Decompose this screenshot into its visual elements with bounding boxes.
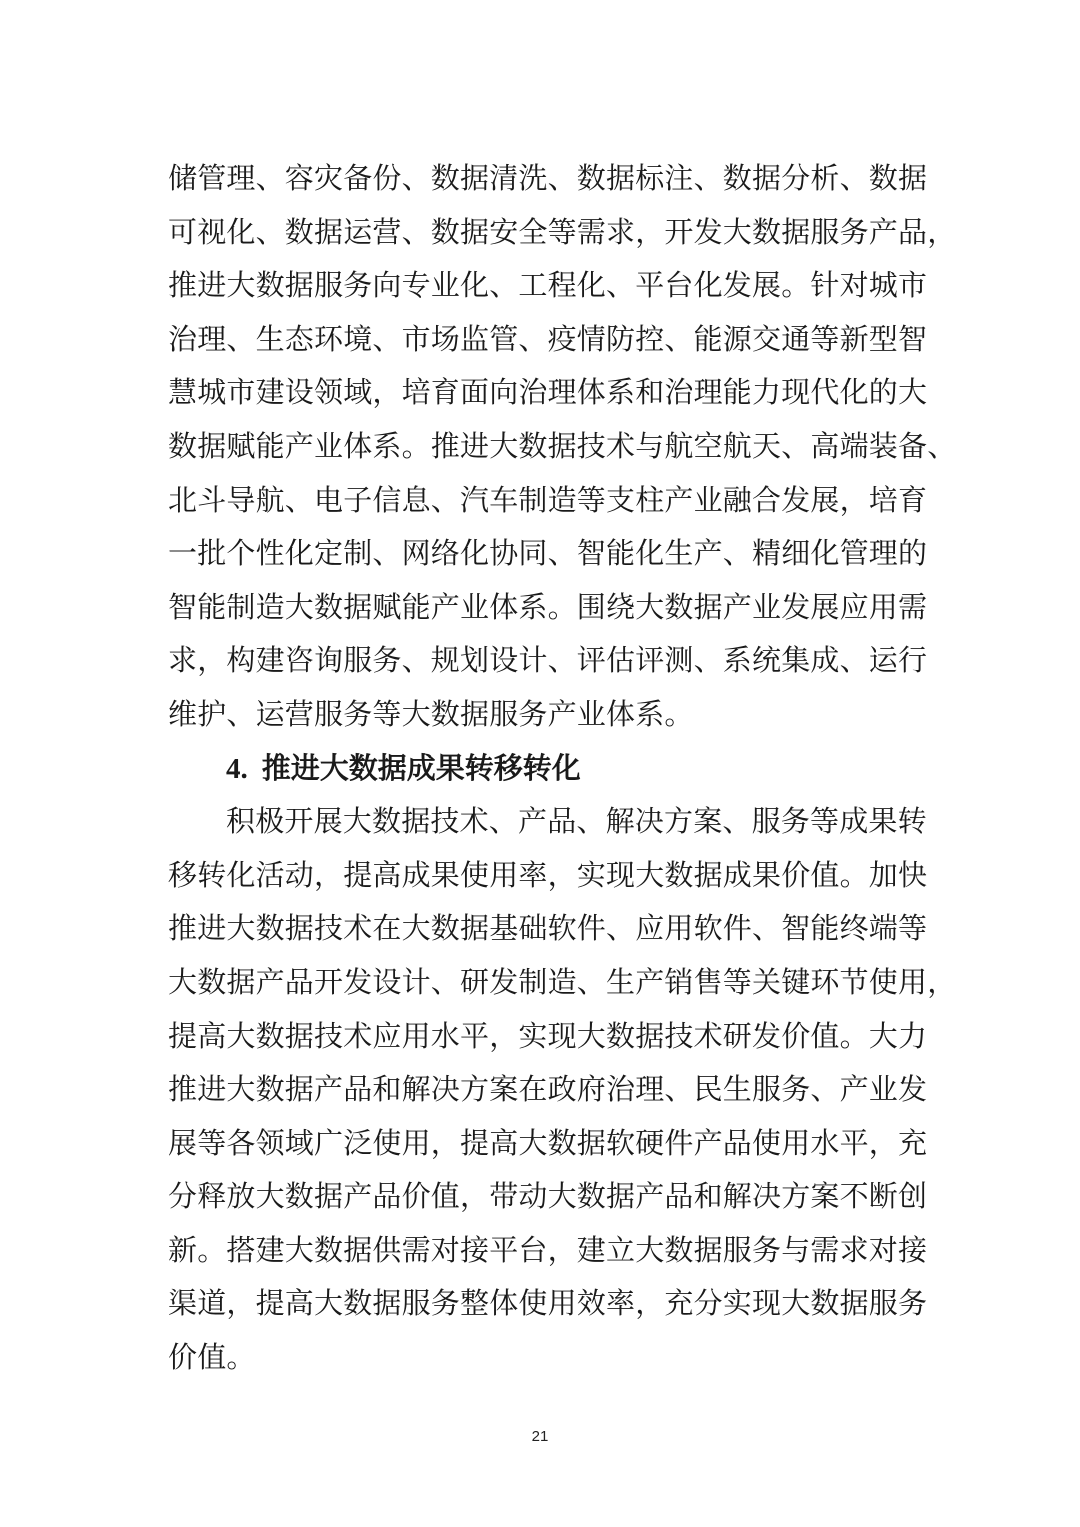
text-line: 一批个性化定制、网络化协同、智能化生产、精细化管理的 [168, 536, 928, 571]
text-line: 新。搭建大数据供需对接平台，建立大数据服务与需求对接 [168, 1232, 928, 1267]
text-line: 提高大数据技术应用水平，实现大数据技术研发价值。大力 [168, 1018, 928, 1053]
text-line: 展等各领域广泛使用，提高大数据软硬件产品使用水平，充 [168, 1125, 928, 1160]
page-body [168, 152, 957, 1385]
text-line: 分释放大数据产品价值，带动大数据产品和解决方案不断创 [168, 1179, 928, 1214]
text-line: 推进大数据服务向专业化、工程化、平台化发展。针对城市 [168, 268, 928, 303]
text-line: 求，构建咨询服务、规划设计、评估评测、系统集成、运行 [168, 643, 928, 678]
text-line: 储管理、容灾备份、数据清洗、数据标注、数据分析、数据 [168, 161, 928, 195]
paragraph [168, 795, 957, 1385]
text-line: 智能制造大数据赋能产业体系。围绕大数据产业发展应用需 [168, 589, 928, 624]
text-line: 推进大数据产品和解决方案在政府治理、民生服务、产业发 [168, 1072, 928, 1107]
text-line: 数据赋能产业体系。推进大数据技术与航空航天、高端装备、 [168, 428, 957, 463]
text-line: 慧城市建设领域，培育面向治理体系和治理能力现代化的大 [168, 375, 928, 410]
text-line: 推进大数据技术在大数据基础软件、应用软件、智能终端等 [168, 911, 928, 946]
section-heading [168, 742, 920, 796]
section-title: 推进大数据成果转移转化 [261, 750, 581, 785]
text-line: 渠道，提高大数据服务整体使用效率，充分实现大数据服务 [168, 1286, 928, 1321]
text-line: 维护、运营服务等大数据服务产业体系。 [168, 696, 694, 731]
text-line: 可视化、数据运营、数据安全等需求，开发大数据服务产品， [168, 214, 957, 249]
paragraph-continued [168, 152, 957, 742]
section-number: 4. [226, 752, 248, 785]
text-line: 大数据产品开发设计、研发制造、生产销售等关键环节使用， [168, 964, 957, 999]
text-line: 积极开展大数据技术、产品、解决方案、服务等成果转 [226, 804, 927, 839]
text-line: 移转化活动，提高成果使用率，实现大数据成果价值。加快 [168, 857, 928, 892]
text-line: 价值。 [168, 1340, 256, 1375]
page-number: 21 [531, 1428, 549, 1445]
text-line: 北斗导航、电子信息、汽车制造等支柱产业融合发展，培育 [168, 482, 928, 517]
text-line: 治理、生态环境、市场监管、疫情防控、能源交通等新型智 [168, 321, 928, 356]
